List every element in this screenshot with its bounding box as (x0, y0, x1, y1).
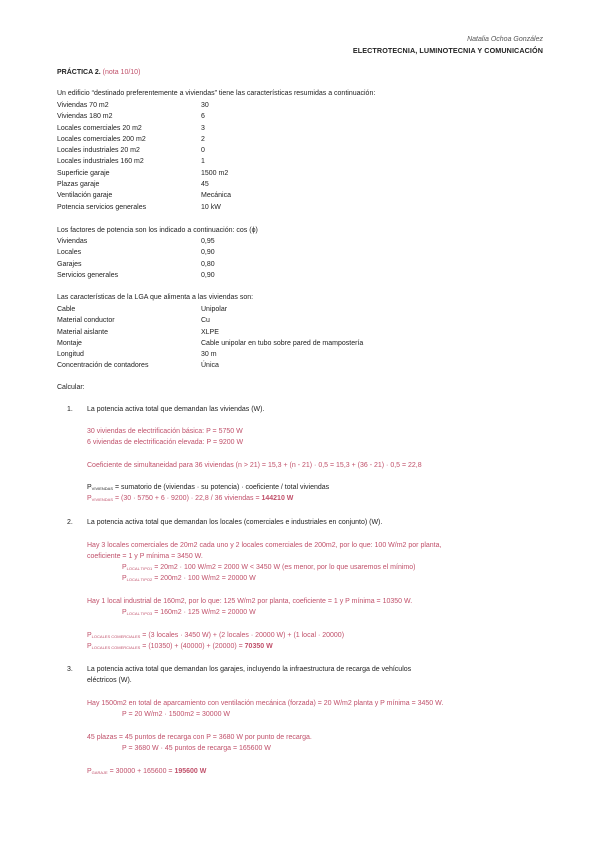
row-label: Locales industriales 20 m2 (57, 147, 140, 155)
table-row (57, 304, 363, 315)
row-value: 45 (201, 181, 209, 189)
row-label: Garajes (57, 260, 82, 268)
q1-line1: 30 viviendas de electrificación básica: P = 5750 W (87, 428, 243, 435)
row-label: Viviendas (57, 238, 88, 245)
practice-grade: (nota 10/10) (102, 69, 141, 76)
q1-number: 1. (67, 406, 73, 413)
table-row (57, 179, 231, 190)
row-value: 0,90 (201, 249, 215, 257)
row-label: Material aislante (57, 328, 108, 336)
row-value: Mecánica (201, 192, 231, 200)
row-value: 30 m (201, 351, 217, 359)
q2-c2: $P_{LOCALES COMERCIALES} = (10350) + (40000) + (20000) = 70350$ W (87, 643, 273, 650)
q3-result: 195600 W (174, 768, 207, 775)
table-row (57, 327, 363, 338)
table-row (57, 134, 231, 145)
q2-text: La potencia activa total que demandan los locales (comerciales e industriales en conjunto) (W). (87, 519, 383, 526)
table-row (57, 338, 363, 349)
q3-a2: P = 20 W/m2 · 1500m2 = 30000 W (122, 711, 231, 718)
q3-a1: Hay 1500m2 en total de aparcamiento con ventilación mecánica (forzada) = 20 W/m2 planta y P mínima = 3450 W. (87, 700, 444, 707)
practice-label: PRÁCTICA 2. (57, 69, 101, 76)
row-value: Unipolar (201, 306, 228, 313)
q1-coefficient: Coeficiente de simultaneidad para 36 viviendas (n > 21) = 15,3 + (n - 21) · 0,5 = 15,3 + (36 - 21) · 0,5 = 22,8 (87, 462, 422, 469)
lga-intro: Las características de la LGA que alimenta a las viviendas son: (57, 294, 254, 301)
q2-a4: $P_{LOCAL TIPO2} = 200m2 \cdot 100$ W/m2 = 20000 W (122, 575, 256, 582)
table-row (57, 349, 363, 360)
practice-title (57, 68, 140, 78)
q3-number: 3. (67, 666, 73, 673)
row-value: 6 (201, 113, 205, 121)
row-label: Concentración de contadores (57, 362, 149, 370)
row-value: 2 (201, 135, 205, 143)
q1-text: La potencia activa total que demandan las viviendas (W). (87, 406, 265, 413)
row-value: Única (201, 362, 219, 370)
row-value: 0,95 (201, 238, 215, 245)
q3-b1: 45 plazas = 45 puntos de recarga con P = 3680 W por punto de recarga. (87, 734, 312, 741)
q2-b2: $P_{LOCAL TIPO3} = 160m2 \cdot 125$ W/m2 = 20000 W (122, 609, 256, 616)
q3-text1: La potencia activa total que demandan los garajes, incluyendo la infraestructura de recarga de vehículos (87, 666, 412, 673)
row-value: Cu (201, 317, 210, 325)
table-row (57, 145, 231, 156)
row-value: Cable unipolar en tubo sobre pared de mampostería (201, 339, 364, 347)
row-label: Viviendas 180 m2 (57, 113, 113, 121)
row-label: Potencia servicios generales (57, 203, 147, 211)
row-label: Locales comerciales 200 m2 (57, 135, 146, 143)
table-row (57, 100, 231, 111)
row-label: Locales industriales 160 m2 (57, 158, 144, 166)
q1-line2: 6 viviendas de electrificación elevada: P = 9200 W (87, 439, 244, 446)
q3-text2: eléctricos (W). (87, 677, 132, 684)
row-label: Longitud (57, 351, 84, 359)
table-row (57, 123, 231, 134)
q2-a1: Hay 3 locales comerciales de 20m2 cada uno y 2 locales comerciales de 200m2, por lo que: 100 W/m2 por planta, (87, 542, 442, 549)
q2-result: 70350 W (244, 643, 273, 650)
q2-c1: $P_{LOCALES COMERCIALES} = (3$ locales · 3450 W) + (2 locales · 20000 W) + (1 local · 20000) (87, 632, 345, 639)
table-row (57, 156, 231, 167)
table-row (57, 111, 231, 122)
row-value: 1 (201, 158, 205, 166)
row-label: Material conductor (57, 317, 115, 325)
table-row (57, 259, 215, 270)
row-label: Cable (57, 306, 76, 313)
row-value: XLPE (201, 328, 219, 336)
table-row (57, 168, 231, 179)
row-value: 0,90 (201, 271, 215, 279)
row-label: Servicios generales (57, 271, 119, 279)
q2-b1: Hay 1 local industrial de 160m2, por lo que: 125 W/m2 por planta, coeficiente = 1 y P mínima = 10350 W. (87, 598, 413, 605)
calcular-label: Calcular: (57, 384, 85, 391)
table-row (57, 236, 215, 247)
q2-a2: coeficiente = 1 y P mínima = 3450 W. (87, 553, 203, 560)
row-value: 0 (201, 147, 205, 155)
table-row (57, 315, 363, 326)
q2-number: 2. (67, 519, 73, 526)
table-row (57, 247, 215, 258)
row-label: Viviendas 70 m2 (57, 102, 109, 109)
row-label: Montaje (57, 339, 82, 347)
row-label: Ventilación garaje (57, 192, 113, 200)
pf-intro: Los factores de potencia son los indicado a continuación: cos (ϕ) (57, 227, 258, 234)
q1-result: 144210 W (261, 495, 294, 502)
table-row (57, 202, 231, 213)
q3-b2: P = 3680 W · 45 puntos de recarga = 165600 W (122, 745, 271, 752)
table-row (57, 270, 215, 281)
row-label: Superficie garaje (57, 169, 110, 177)
course-title: ELECTROTECNIA, LUMINOTECNIA Y COMUNICACIÓN (352, 46, 543, 55)
lga-table (57, 304, 363, 372)
row-label: Locales (57, 249, 82, 257)
table-row (57, 360, 363, 371)
q3-result-line: $P_{GARAJE} = 30000 + 165600 = 195600$ W (87, 768, 207, 775)
row-label: Locales comerciales 20 m2 (57, 124, 142, 132)
row-value: 30 (201, 102, 209, 109)
building-table (57, 100, 231, 213)
author-name: Natalia Ochoa González (467, 36, 543, 43)
row-value: 10 kW (201, 203, 221, 211)
row-value: 1500 m2 (201, 169, 229, 177)
q1-formula: $P_{VIVIENDAS}$ = sumatorio de (viviendas · su potencia) · coeficiente / total viviendas (87, 484, 330, 491)
row-value: 0,80 (201, 260, 215, 268)
intro-text: Un edificio “destinado preferentemente a viviendas” tiene las características resumidas a continuación: (57, 90, 376, 97)
table-row (57, 190, 231, 201)
row-value: 3 (201, 124, 205, 132)
row-label: Plazas garaje (57, 181, 100, 189)
q2-a3: $P_{LOCAL TIPO1} = 20m2 \cdot 100$ W/m2 = 2000 W < 3450 W (es menor, por lo que usaremos el mínimo) (122, 564, 416, 571)
q1-result-line: $P_{VIVIENDAS} = (30 \cdot 5750 + 6 \cdot 9200) \cdot 22,8 / 36$ viviendas = 144210 W (87, 495, 294, 502)
power-factor-table (57, 236, 215, 281)
